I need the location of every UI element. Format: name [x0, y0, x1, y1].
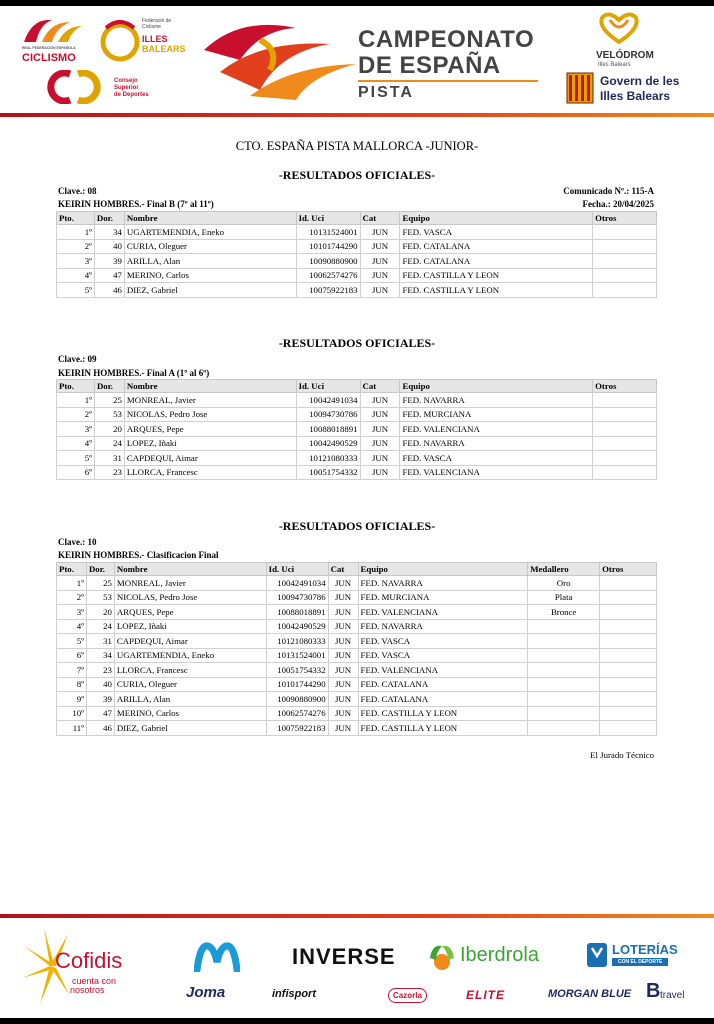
cell-otros: [600, 605, 657, 620]
col-cat: Cat: [360, 380, 400, 393]
cell-id-uci: 10042490529: [296, 436, 360, 451]
cell-equipo: FED. VASCA: [358, 648, 528, 663]
cell-cat: JUN: [360, 283, 400, 298]
table-row: [57, 465, 657, 480]
cell-otros: [600, 634, 657, 649]
cell-cat: JUN: [360, 225, 400, 240]
cell-id-uci: 10062574276: [296, 268, 360, 283]
cell-nombre: DIEZ, Gabriel: [124, 283, 296, 298]
cell-otros: [593, 268, 657, 283]
movistar-m-icon: [194, 940, 240, 972]
cell-id-uci: 10088018891: [266, 605, 328, 620]
cell-dor: 24: [86, 619, 114, 634]
cell-id-uci: 10075922183: [296, 283, 360, 298]
cell-equipo: FED. MURCIANA: [358, 590, 528, 605]
cell-otros: [600, 692, 657, 707]
cell-pto: 1º: [57, 225, 95, 240]
cell-pto: 10º: [57, 706, 87, 721]
cell-otros: [593, 422, 657, 437]
cell-equipo: FED. CATALANA: [400, 239, 593, 254]
cell-equipo: FED. NAVARRA: [400, 393, 593, 408]
cell-cat: JUN: [360, 436, 400, 451]
cell-pto: 4º: [57, 619, 87, 634]
col-pto: Pto.: [57, 380, 95, 393]
cell-nombre: CAPDEQUI, Aimar: [114, 634, 266, 649]
cell-otros: [593, 451, 657, 466]
comunicado: Comunicado Nº.: 115-A: [563, 186, 654, 196]
cell-otros: [600, 576, 657, 591]
cell-medallero: Oro: [528, 576, 600, 591]
cell-otros: [600, 590, 657, 605]
cell-equipo: FED. VALENCIANA: [358, 605, 528, 620]
campeonato-divider: [358, 80, 538, 82]
table-row: [57, 451, 657, 466]
cell-nombre: LOPEZ, Iñaki: [114, 619, 266, 634]
cell-cat: JUN: [360, 422, 400, 437]
col-id-uci: Id. Uci: [296, 212, 360, 225]
col-medallero: Medallero: [528, 563, 600, 576]
csd-emblem-icon: [40, 70, 108, 104]
col-dor: Dor.: [94, 380, 124, 393]
cell-dor: 39: [94, 254, 124, 269]
col-equipo: Equipo: [358, 563, 528, 576]
results-heading-1: -RESULTADOS OFICIALES-: [278, 168, 436, 182]
cell-nombre: ARQUES, Pepe: [114, 605, 266, 620]
cyclist-swoosh-icon: [200, 20, 360, 104]
cell-otros: [600, 663, 657, 678]
cell-pto: 3º: [57, 605, 87, 620]
cell-nombre: MONREAL, Javier: [114, 576, 266, 591]
table-row: [57, 590, 657, 605]
inverse-logo: INVERSE: [292, 944, 396, 969]
col-pto: Pto.: [57, 563, 87, 576]
cell-dor: 23: [86, 663, 114, 678]
cell-nombre: MONREAL, Javier: [124, 393, 296, 408]
table-row: [57, 692, 657, 707]
cell-id-uci: 10088018891: [296, 422, 360, 437]
cell-dor: 40: [86, 677, 114, 692]
cell-id-uci: 10131524001: [266, 648, 328, 663]
table-row: [57, 254, 657, 269]
cell-dor: 20: [94, 422, 124, 437]
cell-cat: JUN: [360, 407, 400, 422]
cofidis-logo: Cofidis: [55, 948, 123, 973]
cell-dor: 34: [94, 225, 124, 240]
cell-nombre: ARQUES, Pepe: [124, 422, 296, 437]
cell-pto: 9º: [57, 692, 87, 707]
cell-otros: [593, 239, 657, 254]
cell-nombre: LLORCA, Francesc: [124, 465, 296, 480]
cell-otros: [593, 254, 657, 269]
cell-equipo: FED. CASTILLA Y LEON: [358, 706, 528, 721]
cell-pto: 5º: [57, 283, 95, 298]
cell-cat: JUN: [328, 706, 358, 721]
rfec-main-text: CICLISMO: [22, 52, 76, 64]
cell-dor: 31: [94, 451, 124, 466]
btravel-logo: travel: [660, 990, 685, 1001]
col-nombre: Nombre: [124, 380, 296, 393]
col-id-uci: Id. Uci: [266, 563, 328, 576]
cell-pto: 1º: [57, 576, 87, 591]
cell-id-uci: 10131524001: [296, 225, 360, 240]
cell-pto: 3º: [57, 254, 95, 269]
table-row: [57, 393, 657, 408]
event-1: KEIRIN HOMBRES.- Final B (7º al 11º): [58, 199, 214, 209]
cofidis-sub-1: cuenta con: [72, 976, 117, 986]
table-header-row: [57, 212, 657, 225]
cell-cat: JUN: [328, 721, 358, 736]
iberdrola-logo: Iberdrola: [460, 944, 539, 966]
cell-otros: [600, 721, 657, 736]
cell-cat: JUN: [328, 576, 358, 591]
rfec-small-text: REAL FEDERACIÓN ESPAÑOLA: [22, 46, 76, 50]
velodrom-subtitle: Illes Balears: [598, 62, 631, 68]
cofidis-sub-2: nosotros: [70, 985, 105, 995]
results-table-2: [56, 379, 657, 480]
table-row: [57, 634, 657, 649]
loterias-logo: LOTERÍAS: [612, 942, 678, 957]
table-row: [57, 663, 657, 678]
cell-otros: [593, 225, 657, 240]
cell-otros: [600, 677, 657, 692]
col-cat: Cat: [360, 212, 400, 225]
cell-pto: 6º: [57, 465, 95, 480]
infisport-logo: infisport: [272, 988, 316, 1000]
cell-pto: 5º: [57, 634, 87, 649]
cell-cat: JUN: [328, 605, 358, 620]
loterias-sub: CON EL DEPORTE: [612, 958, 668, 966]
cell-nombre: CURIA, Oleguer: [114, 677, 266, 692]
cell-otros: [593, 407, 657, 422]
cell-nombre: CURIA, Oleguer: [124, 239, 296, 254]
cell-nombre: NICOLAS, Pedro Jose: [124, 407, 296, 422]
table-row: [57, 436, 657, 451]
cell-id-uci: 10101744290: [266, 677, 328, 692]
results-heading-3: -RESULTADOS OFICIALES-: [278, 519, 436, 533]
cell-otros: [600, 648, 657, 663]
jurado-signature: El Jurado Técnico: [590, 750, 654, 760]
cell-cat: JUN: [360, 254, 400, 269]
table-row: [57, 239, 657, 254]
cell-medallero: [528, 677, 600, 692]
cell-dor: 53: [94, 407, 124, 422]
cell-otros: [593, 283, 657, 298]
cell-pto: 6º: [57, 648, 87, 663]
table-row: [57, 706, 657, 721]
page-header: [0, 6, 714, 111]
clave-2: Clave.: 09: [58, 354, 97, 364]
cell-id-uci: 10042491034: [266, 576, 328, 591]
csd-logo: [40, 70, 160, 106]
campeonato-line-3: PISTA: [358, 84, 414, 101]
cell-medallero: [528, 692, 600, 707]
cell-id-uci: 10090880900: [296, 254, 360, 269]
cell-dor: 20: [86, 605, 114, 620]
cell-id-uci: 10101744290: [296, 239, 360, 254]
cell-otros: [593, 465, 657, 480]
cell-id-uci: 10042490529: [266, 619, 328, 634]
cell-nombre: DIEZ, Gabriel: [114, 721, 266, 736]
col-otros: Otros: [593, 380, 657, 393]
table-row: [57, 721, 657, 736]
cell-equipo: FED. CATALANA: [400, 254, 593, 269]
event-3: KEIRIN HOMBRES.- Clasificacion Final: [58, 550, 219, 560]
iberdrola-leaf-icon: [424, 942, 460, 974]
rfec-wing-icon: [22, 14, 84, 44]
cell-nombre: LLORCA, Francesc: [114, 663, 266, 678]
cell-id-uci: 10094730786: [296, 407, 360, 422]
govern-text-2: Illes Balears: [600, 89, 671, 103]
table-row: [57, 225, 657, 240]
cell-cat: JUN: [328, 590, 358, 605]
col-nombre: Nombre: [114, 563, 266, 576]
cell-otros: [600, 619, 657, 634]
col-equipo: Equipo: [400, 212, 593, 225]
csd-text-3: de Deportes: [114, 92, 149, 98]
results-table-3: [56, 562, 657, 736]
cell-otros: [593, 393, 657, 408]
cell-cat: JUN: [328, 619, 358, 634]
cell-medallero: [528, 634, 600, 649]
col-pto: Pto.: [57, 212, 95, 225]
col-cat: Cat: [328, 563, 358, 576]
cell-pto: 2º: [57, 407, 95, 422]
velodrom-logo: [596, 10, 696, 70]
table-row: [57, 576, 657, 591]
results-table-1: [56, 211, 657, 298]
fcib-small-text: Federació de Ciclisme: [142, 18, 172, 30]
cell-pto: 3º: [57, 422, 95, 437]
table-row: [57, 283, 657, 298]
cell-nombre: UGARTEMENDIA, Eneko: [124, 225, 296, 240]
cell-cat: JUN: [328, 692, 358, 707]
event-2: KEIRIN HOMBRES.- Final A (1º al 6º): [58, 368, 210, 378]
cell-medallero: Bronce: [528, 605, 600, 620]
cell-equipo: FED. VALENCIANA: [400, 422, 593, 437]
clave-1: Clave.: 08: [58, 186, 97, 196]
cell-dor: 24: [94, 436, 124, 451]
cell-equipo: FED. CATALANA: [358, 692, 528, 707]
campeonato-logo: [200, 20, 550, 108]
cell-equipo: FED. NAVARRA: [400, 436, 593, 451]
cell-cat: JUN: [360, 465, 400, 480]
cell-equipo: FED. CATALANA: [358, 677, 528, 692]
col-id-uci: Id. Uci: [296, 380, 360, 393]
cell-nombre: MERINO, Carlos: [114, 706, 266, 721]
cell-pto: 5º: [57, 451, 95, 466]
cell-pto: 8º: [57, 677, 87, 692]
cell-equipo: FED. VALENCIANA: [400, 465, 593, 480]
table-row: [57, 268, 657, 283]
cell-equipo: FED. CASTILLA Y LEON: [358, 721, 528, 736]
fcib-main-text-2: BALEARS: [142, 44, 186, 54]
velodrom-title: VELÓDROM: [596, 50, 654, 61]
cell-equipo: FED. MURCIANA: [400, 407, 593, 422]
cell-cat: JUN: [328, 677, 358, 692]
cell-nombre: UGARTEMENDIA, Eneko: [114, 648, 266, 663]
cell-cat: JUN: [328, 663, 358, 678]
cell-equipo: FED. CASTILLA Y LEON: [400, 268, 593, 283]
cell-id-uci: 10075922183: [266, 721, 328, 736]
morgan-blue-logo: MORGAN BLUE: [548, 988, 632, 1000]
header-divider: [0, 113, 714, 117]
col-otros: Otros: [593, 212, 657, 225]
cell-medallero: [528, 721, 600, 736]
cell-id-uci: 10051754332: [296, 465, 360, 480]
cell-pto: 11º: [57, 721, 87, 736]
cell-cat: JUN: [360, 393, 400, 408]
cell-pto: 4º: [57, 268, 95, 283]
cell-pto: 4º: [57, 436, 95, 451]
campeonato-line-2: DE ESPAÑA: [358, 52, 501, 79]
table-row: [57, 407, 657, 422]
cell-dor: 46: [94, 283, 124, 298]
page-title: CTO. ESPAÑA PISTA MALLORCA -JUNIOR-: [235, 139, 479, 153]
table-row: [57, 648, 657, 663]
cell-equipo: FED. NAVARRA: [358, 576, 528, 591]
rfec-logo: [22, 14, 84, 70]
cell-dor: 23: [94, 465, 124, 480]
govern-text-1: Govern de les: [600, 74, 680, 88]
cell-dor: 47: [94, 268, 124, 283]
table-row: [57, 605, 657, 620]
cell-id-uci: 10121080333: [266, 634, 328, 649]
cell-pto: 2º: [57, 590, 87, 605]
cell-id-uci: 10094730786: [266, 590, 328, 605]
col-dor: Dor.: [94, 212, 124, 225]
cell-medallero: [528, 648, 600, 663]
cell-dor: 31: [86, 634, 114, 649]
b-icon: B: [646, 980, 661, 1002]
cell-cat: JUN: [328, 648, 358, 663]
cell-pto: 7º: [57, 663, 87, 678]
col-equipo: Equipo: [400, 380, 593, 393]
col-nombre: Nombre: [124, 212, 296, 225]
govern-shield-icon: [566, 72, 594, 104]
elite-logo: ELITE: [466, 988, 506, 1002]
cell-nombre: NICOLAS, Pedro Jose: [114, 590, 266, 605]
cell-equipo: FED. VASCA: [400, 451, 593, 466]
results-heading-2: -RESULTADOS OFICIALES-: [278, 336, 436, 350]
cell-equipo: FED. CASTILLA Y LEON: [400, 283, 593, 298]
clave-3: Clave.: 10: [58, 537, 97, 547]
table-row: [57, 422, 657, 437]
table-row: [57, 619, 657, 634]
fcib-main-text-1: ILLES: [142, 34, 168, 44]
cell-dor: 53: [86, 590, 114, 605]
cell-medallero: [528, 706, 600, 721]
cell-equipo: FED. VALENCIANA: [358, 663, 528, 678]
cell-cat: JUN: [360, 268, 400, 283]
cell-id-uci: 10051754332: [266, 663, 328, 678]
cell-medallero: [528, 619, 600, 634]
cell-nombre: LOPEZ, Iñaki: [124, 436, 296, 451]
cell-equipo: FED. VASCA: [400, 225, 593, 240]
cell-id-uci: 10121080333: [296, 451, 360, 466]
velodrom-heart-icon: [596, 10, 642, 44]
csd-text-1: Consejo: [114, 78, 138, 84]
cell-nombre: ARILLA, Alan: [124, 254, 296, 269]
cell-id-uci: 10062574276: [266, 706, 328, 721]
cell-cat: JUN: [360, 451, 400, 466]
cell-medallero: [528, 663, 600, 678]
cell-cat: JUN: [328, 634, 358, 649]
cell-dor: 34: [86, 648, 114, 663]
cell-pto: 1º: [57, 393, 95, 408]
cell-otros: [593, 436, 657, 451]
loterias-icon: [586, 942, 608, 968]
cell-dor: 47: [86, 706, 114, 721]
cazorla-logo: Cazorla: [388, 988, 427, 1003]
cell-dor: 25: [86, 576, 114, 591]
fcib-logo: [100, 16, 186, 66]
cell-dor: 46: [86, 721, 114, 736]
col-otros: Otros: [600, 563, 657, 576]
campeonato-line-1: CAMPEONATO: [358, 26, 535, 53]
govern-logo: [566, 72, 706, 110]
table-row: [57, 677, 657, 692]
col-dor: Dor.: [86, 563, 114, 576]
cell-nombre: ARILLA, Alan: [114, 692, 266, 707]
cell-equipo: FED. VASCA: [358, 634, 528, 649]
cell-equipo: FED. NAVARRA: [358, 619, 528, 634]
cell-dor: 40: [94, 239, 124, 254]
fcib-wheel-icon: [100, 16, 140, 64]
cell-id-uci: 10090880900: [266, 692, 328, 707]
cell-otros: [600, 706, 657, 721]
cell-id-uci: 10042491034: [296, 393, 360, 408]
cell-nombre: MERINO, Carlos: [124, 268, 296, 283]
cell-dor: 39: [86, 692, 114, 707]
sponsors-footer: [0, 918, 714, 1018]
fecha: Fecha.: 20/04/2025: [582, 199, 654, 209]
bottom-black-bar: [0, 1018, 714, 1024]
cell-pto: 2º: [57, 239, 95, 254]
cell-medallero: Plata: [528, 590, 600, 605]
csd-text-2: Superior: [114, 85, 139, 91]
table-header-row: [57, 380, 657, 393]
cell-cat: JUN: [360, 239, 400, 254]
cell-nombre: CAPDEQUI, Aimar: [124, 451, 296, 466]
cell-dor: 25: [94, 393, 124, 408]
joma-logo: Joma: [186, 984, 226, 1001]
table-header-row: [57, 563, 657, 576]
